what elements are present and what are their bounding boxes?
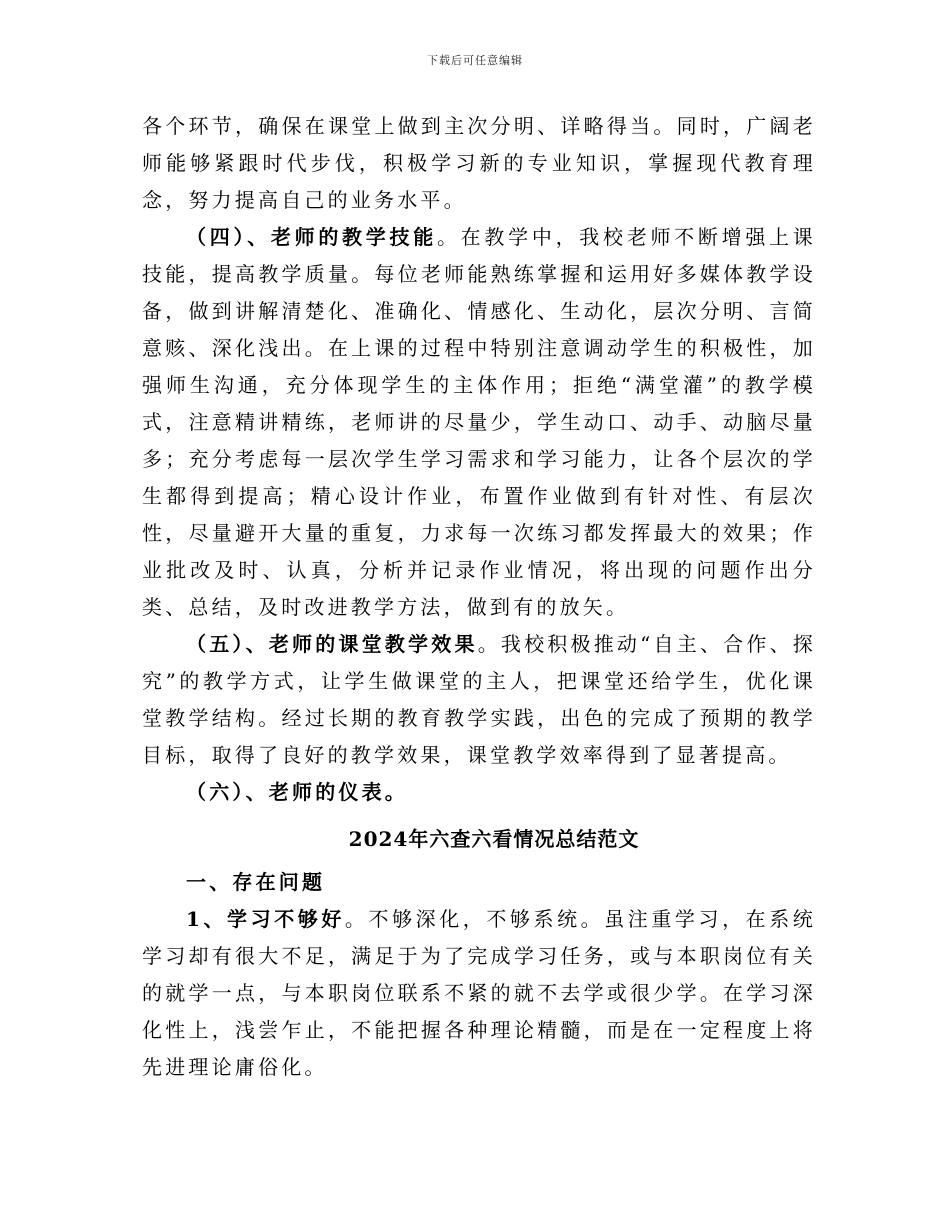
document-title: 2024年六查六看情况总结范文 — [348, 827, 640, 851]
paragraph-study-text: 。不够深化，不够系统。虽注重学习，在系统学习却有很大不足，满足于为了完成学习任务，或与本职岗位有关的就学一点，与本职岗位联系不紧的就不去学或很少学。在学习深化性上，浅尝乍止，不能把握各种理论精髓，而是在一定程度上将先进理论庸俗化。 — [142, 907, 816, 1079]
paragraph-teaching-skills-text: 。在教学中，我校老师不断增强上课技能，提高教学质量。每位老师能熟练掌握和运用好多媒体教学设备，做到讲解清楚化、准确化、情感化、生动化，层次分明、言简意赅、深化浅出。在上课的过程中特别注意调动学生的积极性，加强师生沟通，充分体现学生的主体作用；拒绝“满堂灌”的教学模式，注意精讲精练，老师讲的尽量少，学生动口、动手、动脑尽量多；充分考虑每一层次学生学习需求和学习能力，让各个层次的学生都得到提高；精心设计作业，布置作业做到有针对性、有层次性，尽量避开大量的重复，力求每一次练习都发挥最大的效果；作业批改及时、认真，分析并记录作业情况，将出现的问题作出分类、总结，及时改进教学方法，做到有的放矢。 — [142, 225, 816, 619]
page-header: 下载后可任意编辑 — [427, 54, 523, 67]
heading-appearance: （六）、老师的仪表。 — [186, 780, 408, 804]
paragraph-teaching-skills — [142, 219, 816, 626]
paragraph-classroom-effect — [142, 626, 816, 774]
paragraph-appearance — [142, 774, 816, 811]
paragraph-continuation: 各个环节，确保在课堂上做到主次分明、详略得当。同时，广阔老师能够紧跟时代步伐，积极学习新的专业知识，掌握现代教育理念，努力提高自己的业务水平。 — [142, 114, 816, 212]
document-body — [142, 108, 816, 1086]
heading-study: 1、学习不够好 — [186, 907, 345, 931]
paragraph-study — [142, 901, 816, 1086]
section-heading-problems: 一、存在问题 — [186, 870, 326, 894]
heading-classroom-effect: （五）、老师的课堂教学效果 — [186, 632, 478, 656]
paragraph-classroom-effect-text: 。我校积极推动“自主、合作、探究”的教学方式，让学生做课堂的主人，把课堂还给学生，优化课堂教学结构。经过长期的教育教学实践，出色的完成了预期的教学目标，取得了良好的教学效果，课堂教学效率得到了显著提高。 — [142, 632, 816, 767]
heading-teaching-skills: （四）、老师的教学技能 — [186, 225, 437, 249]
